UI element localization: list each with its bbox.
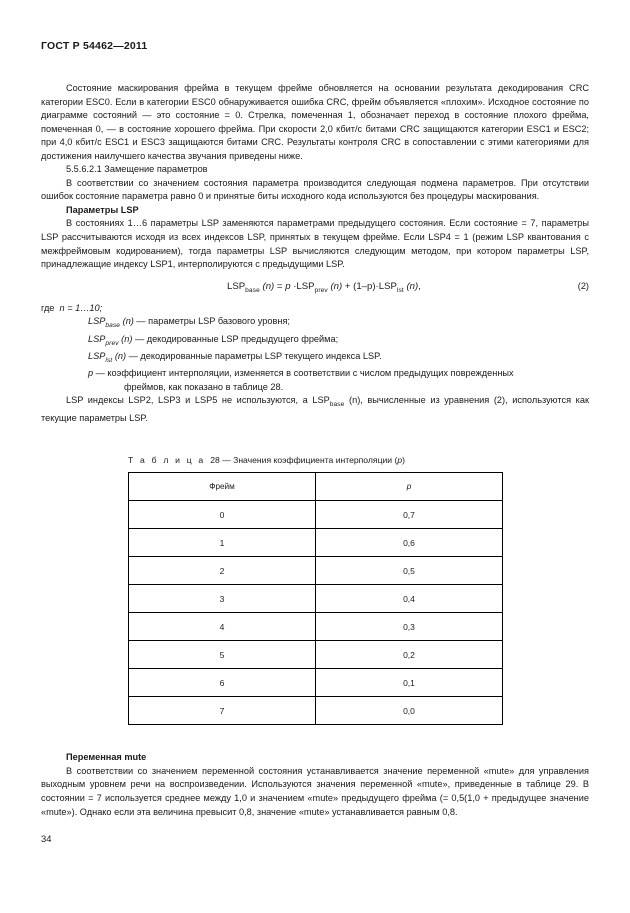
definition-dash: — <box>132 333 147 344</box>
cell-p: 0,7 <box>316 501 503 529</box>
cell-frame: 0 <box>129 501 316 529</box>
cell-frame: 4 <box>129 613 316 641</box>
definition-symbol-base: LSP <box>88 333 106 344</box>
lsp-indices-subscript: base <box>329 401 345 409</box>
definition-text: параметры LSP базового уровня; <box>148 316 290 327</box>
formula-prev-subscript: prev <box>314 286 328 294</box>
table-28-interpolation-coefficients <box>128 472 503 725</box>
table-row <box>129 557 503 585</box>
definition-p-dash: — <box>93 368 108 379</box>
table-caption-dash: — <box>219 455 234 466</box>
formula-2-row <box>41 281 589 297</box>
cell-frame: 7 <box>129 697 316 725</box>
table-caption-label: Т а б л и ц а <box>128 455 206 466</box>
column-header-frame: Фрейм <box>129 473 316 501</box>
formula-definitions <box>41 302 589 395</box>
formula-dot-2: · <box>375 280 379 292</box>
definition-symbol-subscript: lst <box>105 356 113 364</box>
table-row <box>129 613 503 641</box>
formula-lst-subscript: lst <box>396 286 404 294</box>
cell-p: 0,4 <box>316 585 503 613</box>
formula-lhs-arg: (n) <box>262 280 275 292</box>
definition-item-p-cont: фреймов, как показано в таблице 28. <box>124 381 284 392</box>
formula-number: (2) <box>577 280 589 291</box>
cell-p: 0,2 <box>316 641 503 669</box>
cell-frame: 1 <box>129 529 316 557</box>
subheading-mute-variable: Переменная mute <box>66 752 147 763</box>
definition-symbol-subscript: base <box>105 322 121 330</box>
formula-equals: = <box>274 280 286 292</box>
paragraph-mute: В соответствии со значением переменной состояния устанавливается значение переменной «mute» для управления выходным уровнем речи на воспроизведении. Используются значения переменной «mute», приведенные в таблице 29. В состоянии = 7 используется среднее между 1,0 и значением «mute» предыдущего фрейма (= 0,5(1,0 + предыдущее значение «mute»). Однако если эта величина превысит 0,8, значение «mute» устанавливается равным 0,8. <box>41 765 589 817</box>
table-caption-param: p <box>397 455 403 466</box>
definition-symbol-base: LSP <box>88 316 106 327</box>
definition-item-prev <box>41 333 589 350</box>
formula-lhs-subscript: base <box>245 286 260 294</box>
definition-symbol-arg: (n) <box>114 350 127 361</box>
formula-2 <box>227 281 421 294</box>
column-header-p: p <box>316 473 503 501</box>
cell-p: 0,3 <box>316 613 503 641</box>
paragraph-masking-state: Состояние маскирования фрейма в текущем фрейме обновляется на основании результата декодирования CRC категории ESC0. Если в категории ESC0 обнаруживается ошибка CRC, фрейм объявляется «плохим». Исходное состояние по диаграмме состояний — это состояние = 0. Стрелка, помеченная 1, обозначает переход в состояние плохого фрейма, помеченная 0, — в состояние хорошего фрейма. При скорости 2,0 кбит/с битами CRC защищаются категории ESC1 и ESC2; при 4,0 кбит/с ESC1 и ESC3 защищаются битами CRC. Результаты контроля CRC в сопоставлении с этими категориями для достижения наилучшего качества звучания приведены ниже. <box>41 83 589 161</box>
cell-p: 0,5 <box>316 557 503 585</box>
table-caption-number: 28 <box>210 455 220 466</box>
formula-one-minus-p: (1–p) <box>353 280 376 292</box>
paragraph-lsp-states: В состояниях 1…6 параметры LSP заменяются параметрами предыдущего состояния. Если состояние = 7, параметры LSP рассчитываются исходя из всех индексов LSP, принятых в текущем фрейме. Если LSP4 = 1 (режим LSP квантования с межфреймовым кодированием), тогда параметры LSP вычисляются следующим методом, при котором параметры LSP, принадлежащие индексу LSP1, интерполируются с предыдущими LSP. <box>41 218 589 270</box>
formula-coefficient: p <box>285 280 291 292</box>
definition-symbol-base: LSP <box>88 350 106 361</box>
page-number: 34 <box>41 833 52 844</box>
definition-item-p <box>41 367 589 381</box>
table-row <box>129 697 503 725</box>
table-caption-text: Значения коэффициента интерполяции ( <box>233 455 398 466</box>
definition-dash: — <box>126 350 141 361</box>
formula-prev-arg: (n) <box>330 280 343 292</box>
cell-p: 0,0 <box>316 697 503 725</box>
spacer-after-table <box>41 725 589 751</box>
cell-p: 0,6 <box>316 529 503 557</box>
formula-lst-arg: (n) <box>406 280 419 292</box>
standard-header: ГОСТ Р 54462—2011 <box>41 40 148 52</box>
table-28-caption <box>41 455 589 465</box>
definition-item-base <box>41 315 589 332</box>
formula-lst-base: LSP <box>378 280 397 292</box>
definition-text: декодированные LSP предыдущего фрейма; <box>146 333 339 344</box>
cell-frame: 2 <box>129 557 316 585</box>
definition-text: декодированные параметры LSP текущего индекса LSP. <box>140 350 382 361</box>
lsp-indices-part2: (n), вычисленные из уравнения (2), используются как текущие параметры LSP. <box>41 395 589 423</box>
definition-dash: — <box>133 316 149 327</box>
formula-plus: + <box>342 280 354 292</box>
table-row <box>129 501 503 529</box>
where-range: n = 1…10; <box>59 302 103 313</box>
section-heading-5-5-6-2-1: 5.5.6.2.1 Замещение параметров <box>66 164 208 175</box>
cell-frame: 5 <box>129 641 316 669</box>
where-label: где <box>41 302 55 313</box>
definition-symbol-subscript: prev <box>105 339 119 347</box>
cell-frame: 3 <box>129 585 316 613</box>
definition-p-text-line1: коэффициент интерполяции, изменяется в соответствии с числом предыдущих поврежденных <box>107 368 514 379</box>
definition-item-lst <box>41 350 589 367</box>
formula-lhs-base: LSP <box>227 280 246 292</box>
definition-p-symbol: p <box>88 368 94 379</box>
table-caption-close: ) <box>402 455 405 466</box>
formula-dot-1: · <box>293 280 297 292</box>
lsp-indices-part1: LSP индексы LSP2, LSP3 и LSP5 не используются, а LSP <box>66 395 330 406</box>
formula-prev-base: LSP <box>296 280 315 292</box>
cell-frame: 6 <box>129 669 316 697</box>
table-header-row <box>129 473 503 501</box>
definition-symbol-arg: (n) <box>121 333 133 344</box>
page-content <box>41 82 589 819</box>
table-row <box>129 585 503 613</box>
table-row <box>129 669 503 697</box>
subheading-lsp-parameters: Параметры LSP <box>66 204 139 215</box>
paragraph-parameter-substitution: В соответствии со значением состояния параметра производится следующая подмена параметров. При отсутствии ошибок состояние параметра равно 0 и принятые биты исходного кода используются без процедуры маскирования. <box>41 177 589 202</box>
paragraph-lsp-indices <box>41 394 589 425</box>
cell-p: 0,1 <box>316 669 503 697</box>
definition-where-line <box>41 302 589 316</box>
table-row <box>129 641 503 669</box>
table-row <box>129 529 503 557</box>
definition-symbol-arg: (n) <box>122 316 134 327</box>
formula-tail: , <box>418 280 421 292</box>
